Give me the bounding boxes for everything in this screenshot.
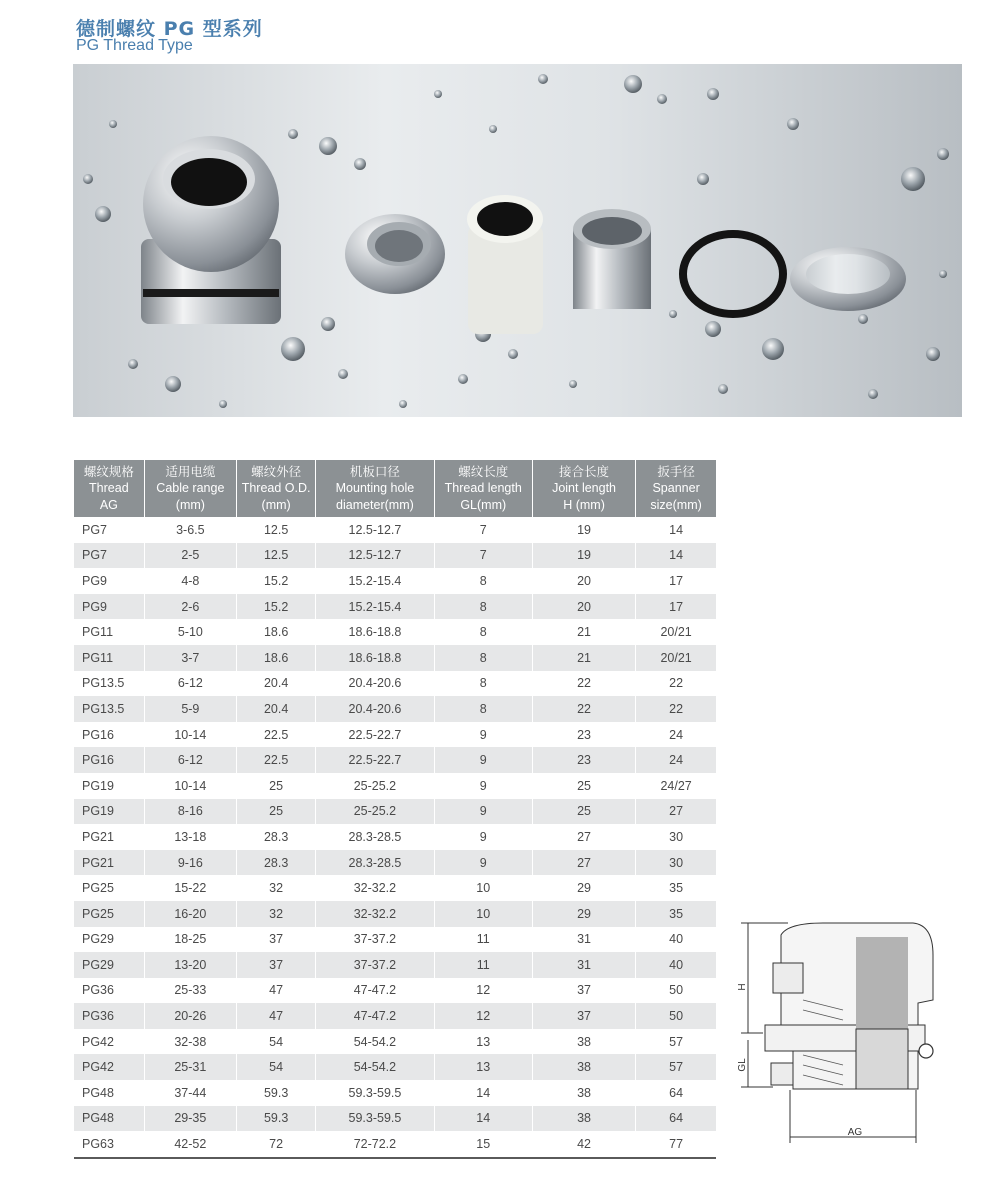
- column-header-line: size(mm): [650, 498, 702, 512]
- table-cell: PG48: [82, 1085, 114, 1100]
- table-cell: PG16: [74, 747, 144, 773]
- table-cell: 20.4-20.6: [316, 696, 434, 722]
- table-cell: 30: [636, 824, 716, 850]
- table-cell: 8: [434, 619, 532, 645]
- table-cell: 22: [636, 671, 716, 697]
- table-cell: 14: [636, 543, 716, 569]
- table-row: [74, 696, 716, 722]
- column-header-line: 接合长度: [559, 464, 610, 479]
- column-header: [74, 460, 144, 517]
- table-cell: 20/21: [636, 619, 716, 645]
- table-cell: 23: [532, 747, 635, 773]
- table-cell: 10-14: [144, 773, 236, 799]
- table-cell: 9: [434, 722, 532, 748]
- table-cell: 29: [532, 901, 635, 927]
- column-header: [316, 460, 434, 517]
- product-photo: [73, 64, 962, 417]
- table-cell: 22.5: [237, 747, 316, 773]
- table-cell: 64: [636, 1080, 716, 1106]
- table-cell: 32: [237, 901, 316, 927]
- table-row: [74, 1131, 716, 1158]
- table-cell: 7: [434, 517, 532, 543]
- table-cell: 2-5: [144, 543, 236, 569]
- table-cell: 47-47.2: [316, 978, 434, 1004]
- table-cell: 15.2: [237, 594, 316, 620]
- table-cell: PG48: [74, 1106, 144, 1132]
- table-cell: 9: [434, 747, 532, 773]
- table-header-row: [74, 460, 716, 517]
- table-cell: 38: [532, 1054, 635, 1080]
- table-cell: 37: [237, 952, 316, 978]
- table-cell: 54: [237, 1054, 316, 1080]
- column-header-line: 适用电缆: [165, 464, 216, 479]
- table-cell: 31: [532, 952, 635, 978]
- table-cell: 15: [434, 1131, 532, 1158]
- table-cell: 12.5: [237, 543, 316, 569]
- table-row: [74, 747, 716, 773]
- table-cell: 50: [636, 1003, 716, 1029]
- table-row: [74, 645, 716, 671]
- table-cell: 13-20: [144, 952, 236, 978]
- table-row: [74, 1003, 716, 1029]
- table-cell: 37-37.2: [316, 952, 434, 978]
- table-cell: 13: [434, 1029, 532, 1055]
- table-cell: 29: [532, 875, 635, 901]
- table-row: [74, 1054, 716, 1080]
- table-cell: 35: [636, 901, 716, 927]
- table-cell: 17: [636, 568, 716, 594]
- column-header-line: Spanner: [652, 481, 700, 495]
- table-cell: 18.6: [237, 645, 316, 671]
- table-cell: 19: [532, 517, 635, 543]
- table-cell: 23: [532, 722, 635, 748]
- table-row: [74, 543, 716, 569]
- table-row: [74, 594, 716, 620]
- table-cell: 57: [636, 1054, 716, 1080]
- table-row: [74, 1106, 716, 1132]
- table-cell: 10-14: [144, 722, 236, 748]
- column-header: [532, 460, 635, 517]
- table-cell: 25: [237, 799, 316, 825]
- column-header-line: Thread: [89, 481, 129, 495]
- table-cell: 22.5-22.7: [316, 747, 434, 773]
- table-cell: 38: [532, 1080, 635, 1106]
- table-cell: PG9: [74, 594, 144, 620]
- table-cell: 22.5-22.7: [316, 722, 434, 748]
- page-title-en: PG Thread Type: [76, 37, 193, 54]
- table-cell: 11: [434, 952, 532, 978]
- table-cell: 37: [532, 978, 635, 1004]
- table-cell: 11: [434, 927, 532, 953]
- table-cell: 15.2-15.4: [316, 594, 434, 620]
- table-row: [74, 824, 716, 850]
- table-cell: 14: [434, 1080, 532, 1106]
- table-cell: 47: [237, 1003, 316, 1029]
- table-row: [74, 952, 716, 978]
- table-cell: PG9: [82, 573, 108, 588]
- table-cell: PG29: [82, 932, 114, 947]
- table-cell: 37: [237, 927, 316, 953]
- table-cell: 20.4: [237, 696, 316, 722]
- column-header-line: 机板口径: [349, 464, 400, 479]
- column-header-line: Cable range: [156, 481, 225, 495]
- table-cell: 22: [532, 671, 635, 697]
- table-cell: 29-35: [144, 1106, 236, 1132]
- table-cell: 20: [532, 568, 635, 594]
- table-cell: 21: [532, 645, 635, 671]
- table-cell: 16-20: [144, 901, 236, 927]
- table-cell: 37: [532, 1003, 635, 1029]
- table-cell: PG63: [74, 1131, 144, 1158]
- table-cell: 18-25: [144, 927, 236, 953]
- label-ag: AG: [847, 1127, 863, 1138]
- table-cell: 9: [434, 773, 532, 799]
- table-cell: 21: [532, 619, 635, 645]
- table-body: [74, 517, 716, 1158]
- table-cell: 32: [237, 875, 316, 901]
- column-header-line: 螺纹规格: [83, 464, 134, 479]
- table-cell: 25-25.2: [316, 773, 434, 799]
- table-cell: 32-32.2: [316, 875, 434, 901]
- table-cell: 3-7: [144, 645, 236, 671]
- table-cell: 57: [636, 1029, 716, 1055]
- table-cell: 8: [434, 696, 532, 722]
- table-cell: PG36: [82, 983, 114, 998]
- column-header-line: Mounting hole: [335, 481, 415, 495]
- table-cell: PG42: [74, 1054, 144, 1080]
- table-cell: 37-37.2: [316, 927, 434, 953]
- table-cell: 24: [636, 722, 716, 748]
- table-cell: 50: [636, 978, 716, 1004]
- table-cell: PG7: [82, 522, 108, 537]
- table-cell: 31: [532, 927, 635, 953]
- dimension-diagram: [733, 915, 943, 1145]
- table-row: [74, 517, 716, 543]
- table-cell: 54-54.2: [316, 1029, 434, 1055]
- table-cell: 20: [532, 594, 635, 620]
- table-cell: 20.4: [237, 671, 316, 697]
- column-header-line: H (mm): [563, 498, 605, 512]
- table-cell: 35: [636, 875, 716, 901]
- table-cell: 9: [434, 799, 532, 825]
- table-cell: 59.3: [237, 1106, 316, 1132]
- table-row: [74, 799, 716, 825]
- table-cell: 9: [434, 850, 532, 876]
- table-cell: PG11: [74, 645, 144, 671]
- table-cell: 20.4-20.6: [316, 671, 434, 697]
- column-header-line: diameter(mm): [336, 498, 414, 512]
- column-header: [434, 460, 532, 517]
- column-header: [636, 460, 716, 517]
- page-title-cn: 德制螺纹 PG 型系列: [76, 18, 263, 40]
- table-cell: 5-10: [144, 619, 236, 645]
- table-row: [74, 1029, 716, 1055]
- table-cell: 15-22: [144, 875, 236, 901]
- table-cell: 15.2-15.4: [316, 568, 434, 594]
- table-cell: 47: [237, 978, 316, 1004]
- table-cell: 32-32.2: [316, 901, 434, 927]
- table-cell: 6-12: [144, 747, 236, 773]
- table-cell: 8: [434, 645, 532, 671]
- table-cell: 25: [532, 773, 635, 799]
- table-cell: 59.3-59.5: [316, 1080, 434, 1106]
- table-cell: 25-31: [144, 1054, 236, 1080]
- label-h: H: [737, 983, 748, 991]
- table-cell: 10: [434, 901, 532, 927]
- table-cell: 15.2: [237, 568, 316, 594]
- table-cell: 54-54.2: [316, 1054, 434, 1080]
- table-cell: 25-25.2: [316, 799, 434, 825]
- table-row: [74, 901, 716, 927]
- table-row: [74, 722, 716, 748]
- table-cell: PG25: [74, 901, 144, 927]
- table-cell: 27: [532, 824, 635, 850]
- table-cell: 22: [532, 696, 635, 722]
- table-cell: 59.3-59.5: [316, 1106, 434, 1132]
- table-cell: 28.3-28.5: [316, 850, 434, 876]
- table-cell: 8: [434, 671, 532, 697]
- column-header-line: 扳手径: [657, 464, 695, 479]
- column-header-line: Thread O.D.: [241, 481, 311, 495]
- spec-table: [74, 460, 716, 1159]
- table-cell: PG21: [82, 829, 114, 844]
- table-row: [74, 568, 716, 594]
- table-cell: 42: [532, 1131, 635, 1158]
- table-cell: 30: [636, 850, 716, 876]
- table-cell: 19: [532, 543, 635, 569]
- table-cell: 42-52: [144, 1131, 236, 1158]
- column-header-line: Joint length: [552, 481, 617, 495]
- table-cell: 3-6.5: [144, 517, 236, 543]
- table-cell: 28.3: [237, 824, 316, 850]
- table-cell: 12: [434, 1003, 532, 1029]
- table-cell: 18.6: [237, 619, 316, 645]
- table-row: [74, 1080, 716, 1106]
- table-cell: PG13.5: [74, 696, 144, 722]
- table-cell: 72: [237, 1131, 316, 1158]
- table-cell: 12.5: [237, 517, 316, 543]
- table-row: [74, 927, 716, 953]
- table-cell: 47-47.2: [316, 1003, 434, 1029]
- column-header-line: GL(mm): [460, 498, 507, 512]
- column-header-line: (mm): [175, 498, 205, 512]
- table-row: [74, 773, 716, 799]
- table-cell: 5-9: [144, 696, 236, 722]
- column-header: [144, 460, 236, 517]
- table-row: [74, 619, 716, 645]
- table-row: [74, 850, 716, 876]
- table-cell: 64: [636, 1106, 716, 1132]
- table-cell: 22: [636, 696, 716, 722]
- table-cell: 13-18: [144, 824, 236, 850]
- table-cell: 77: [636, 1131, 716, 1158]
- table-cell: 9: [434, 824, 532, 850]
- table-cell: 8-16: [144, 799, 236, 825]
- table-cell: 17: [636, 594, 716, 620]
- table-cell: 37-44: [144, 1080, 236, 1106]
- table-cell: 24/27: [636, 773, 716, 799]
- table-cell: 54: [237, 1029, 316, 1055]
- table-cell: 32-38: [144, 1029, 236, 1055]
- table-cell: 27: [532, 850, 635, 876]
- label-gl: GL: [737, 1058, 748, 1072]
- table-cell: 14: [434, 1106, 532, 1132]
- table-cell: 18.6-18.8: [316, 645, 434, 671]
- table-cell: PG42: [82, 1034, 114, 1049]
- table-cell: 8: [434, 594, 532, 620]
- table-cell: 40: [636, 952, 716, 978]
- table-cell: 25: [532, 799, 635, 825]
- table-cell: 20-26: [144, 1003, 236, 1029]
- column-header-line: Thread length: [444, 481, 522, 495]
- column-header: [237, 460, 316, 517]
- table-cell: 12.5-12.7: [316, 517, 434, 543]
- table-row: [74, 978, 716, 1004]
- table-cell: PG19: [74, 799, 144, 825]
- table-cell: 59.3: [237, 1080, 316, 1106]
- table-cell: 9-16: [144, 850, 236, 876]
- table-cell: 18.6-18.8: [316, 619, 434, 645]
- table-cell: 40: [636, 927, 716, 953]
- table-cell: 6-12: [144, 671, 236, 697]
- table-cell: PG29: [74, 952, 144, 978]
- table-cell: 8: [434, 568, 532, 594]
- table-cell: PG21: [74, 850, 144, 876]
- table-cell: 4-8: [144, 568, 236, 594]
- table-cell: 12: [434, 978, 532, 1004]
- table-cell: 14: [636, 517, 716, 543]
- table-cell: 7: [434, 543, 532, 569]
- table-cell: 27: [636, 799, 716, 825]
- table-cell: 28.3-28.5: [316, 824, 434, 850]
- column-header-line: (mm): [261, 498, 291, 512]
- column-header-line: 螺纹外径: [251, 464, 302, 479]
- table-cell: PG13.5: [82, 676, 125, 691]
- table-cell: 12.5-12.7: [316, 543, 434, 569]
- table-cell: 38: [532, 1029, 635, 1055]
- table-cell: 25-33: [144, 978, 236, 1004]
- table-row: [74, 875, 716, 901]
- table-cell: 72-72.2: [316, 1131, 434, 1158]
- table-cell: 28.3: [237, 850, 316, 876]
- table-cell: 20/21: [636, 645, 716, 671]
- table-cell: PG7: [74, 543, 144, 569]
- column-header-line: 螺纹长度: [458, 464, 509, 479]
- table-cell: PG25: [82, 881, 114, 896]
- table-cell: 10: [434, 875, 532, 901]
- table-row: [74, 671, 716, 697]
- table-cell: PG36: [74, 1003, 144, 1029]
- table-cell: PG11: [82, 625, 114, 640]
- table-cell: 22.5: [237, 722, 316, 748]
- table-cell: 25: [237, 773, 316, 799]
- table-cell: 24: [636, 747, 716, 773]
- table-cell: 38: [532, 1106, 635, 1132]
- table-cell: PG19: [82, 778, 114, 793]
- table-cell: PG16: [82, 727, 114, 742]
- table-cell: 2-6: [144, 594, 236, 620]
- table-cell: 13: [434, 1054, 532, 1080]
- column-header-line: AG: [99, 498, 118, 512]
